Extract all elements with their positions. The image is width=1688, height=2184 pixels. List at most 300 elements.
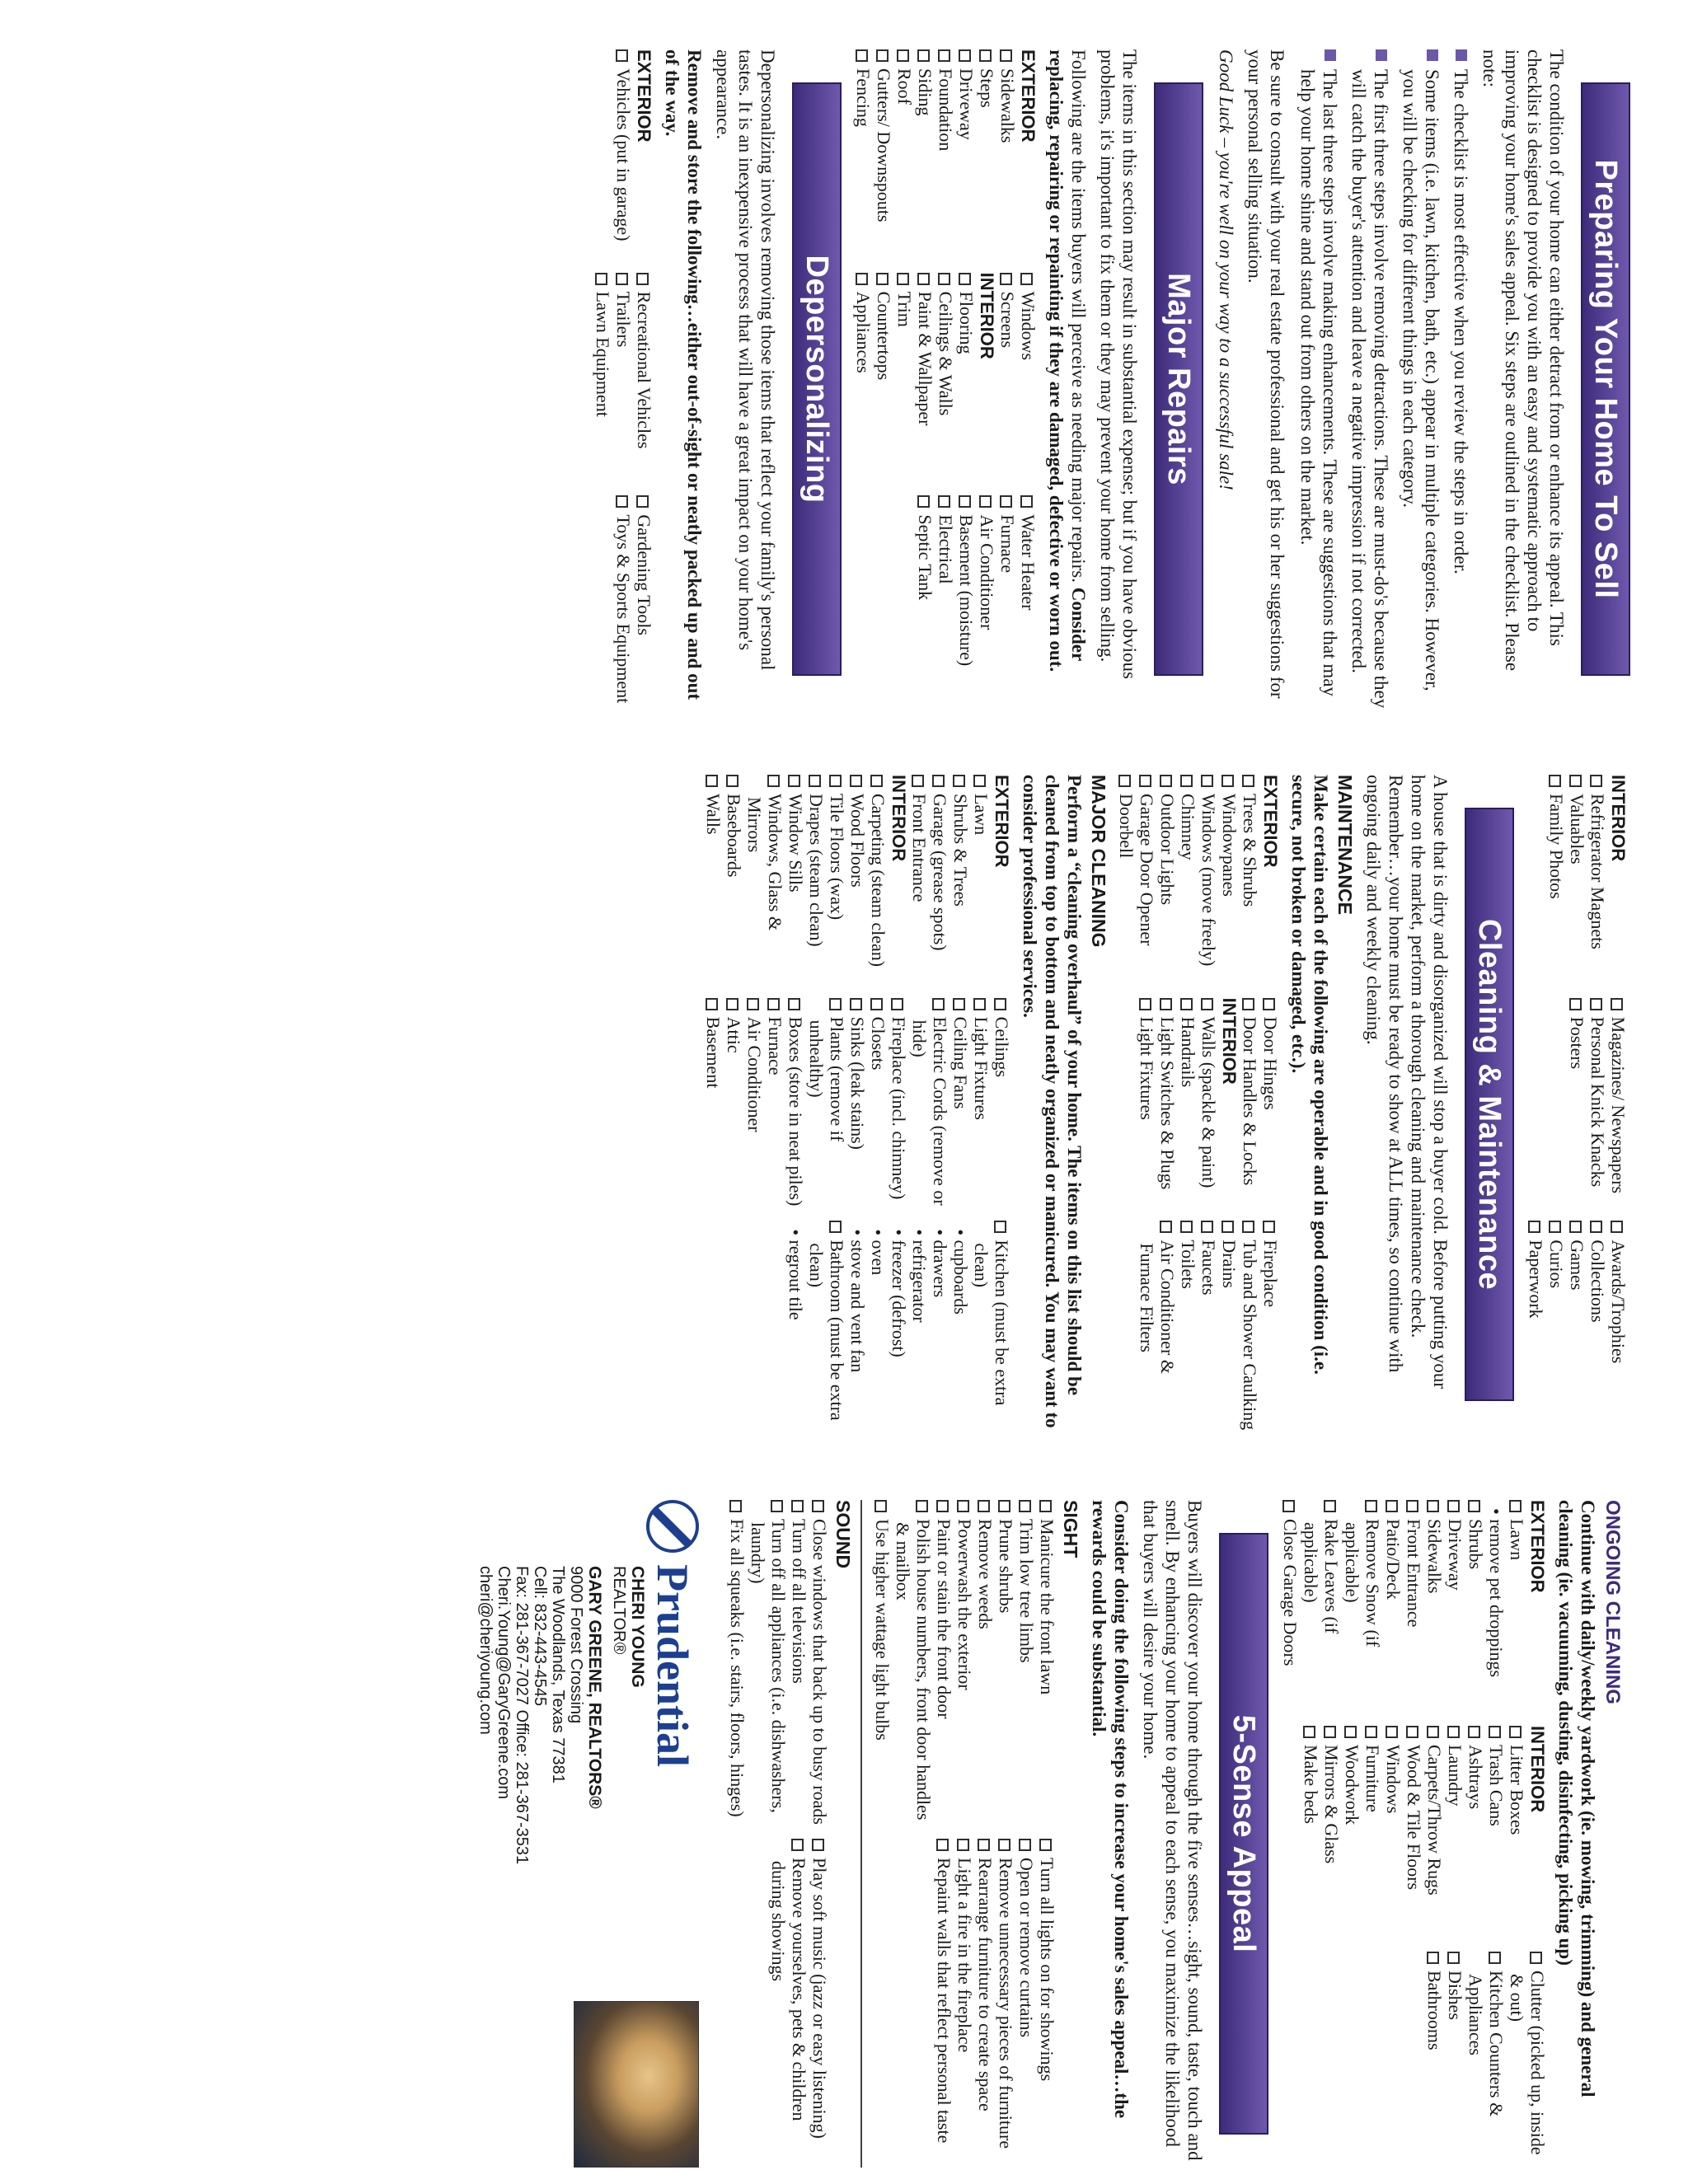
checkbox-icon[interactable] — [1406, 1500, 1418, 1512]
checkbox-icon[interactable] — [938, 495, 950, 508]
checkbox-icon[interactable] — [1569, 775, 1582, 787]
exterior-heading: EXTERIOR — [634, 49, 654, 143]
checklist-item: Air Conditioner — [744, 998, 765, 1212]
checkbox-icon[interactable] — [829, 775, 842, 787]
checklist-item: Trim low tree limbs — [1016, 1500, 1037, 1829]
checkbox-icon[interactable] — [916, 1500, 928, 1512]
checklist-item: Windows — [1018, 273, 1039, 486]
checkbox-icon[interactable] — [917, 495, 930, 508]
checklist-item: Close Garage Doors — [1280, 1500, 1301, 1716]
major-cleaning-col-2 — [703, 998, 1012, 1212]
checklist-item: Turn all lights on for showings — [1037, 1839, 1057, 2168]
checkbox-icon[interactable] — [616, 49, 628, 62]
checklist-item: Siding — [915, 49, 935, 263]
checklist-item: Fireplace — [1260, 1221, 1281, 1434]
checklist-item: Wood & Tile Floors — [1404, 1726, 1424, 1942]
checklist-item: Countertops — [874, 273, 894, 486]
checkbox-icon[interactable] — [959, 495, 971, 508]
checkbox-icon[interactable] — [1590, 1221, 1602, 1233]
checklist-item: Manicure the front lawn — [1037, 1500, 1057, 1829]
panel-appeal — [0, 1451, 1688, 2184]
checkbox-icon[interactable] — [812, 1500, 824, 1512]
checklist-item: Valuables — [1567, 775, 1587, 988]
checklist-item: Clutter (picked up, inside & out) — [1507, 1952, 1548, 2168]
checkbox-icon[interactable] — [938, 273, 950, 285]
intro-paragraph: The condition of your home can either detract from or enhance its appeal. This checklist is designed to provide you with an easy and systematic approach to improving your home's sales appeal. Six steps are outlined in the checklist. Please note: — [1479, 49, 1567, 672]
checklist-item: Doorbell — [1116, 775, 1137, 988]
checklist-item: Driveway — [956, 49, 977, 263]
checkbox-icon[interactable] — [978, 1839, 990, 1851]
checklist-item: Drains — [1219, 1221, 1240, 1434]
checklist-item: Fencing — [853, 49, 874, 263]
checklist-item: Vehicles (put in garage) — [613, 49, 634, 263]
checklist-item: Lawn — [971, 775, 992, 988]
checkbox-icon[interactable] — [1221, 775, 1234, 787]
checklist-item: Play soft music (jazz or easy listening) — [809, 1839, 830, 2168]
checklist-item: Paint or stain the front door — [934, 1500, 954, 1829]
checklist-item: Bathrooms — [1424, 1952, 1445, 2168]
checkbox-icon[interactable] — [959, 49, 971, 62]
checkbox-icon[interactable] — [1019, 1839, 1031, 1851]
checkbox-icon[interactable] — [1242, 1221, 1254, 1233]
checkbox-icon[interactable] — [747, 998, 759, 1010]
ongoing-cleaning-lead: Continue with daily/weekly yardwork (ie. mowing, trimming) and general cleaning (ie. vacuuming, dusting, disinfecting, picking up) — [1555, 1500, 1598, 2097]
checklist-item: Toys & Sports Equipment — [613, 495, 634, 709]
checkbox-icon[interactable] — [917, 49, 930, 62]
checklist-item: Closets — [868, 998, 889, 1212]
checkbox-icon[interactable] — [994, 998, 1006, 1010]
checklist-subitem: • stove and vent fan — [847, 1229, 868, 1373]
checklist-subitem: • drawers — [930, 1229, 950, 1298]
depers-checklist — [593, 49, 654, 709]
checkbox-icon[interactable] — [912, 775, 924, 787]
checkbox-icon[interactable] — [1000, 49, 1012, 62]
checkbox-icon[interactable] — [1447, 1500, 1460, 1512]
checkbox-icon[interactable] — [1549, 1221, 1561, 1233]
checkbox-icon[interactable] — [897, 49, 909, 62]
checklist-item: Furnace — [765, 998, 785, 1212]
checkbox-icon[interactable] — [1303, 1726, 1315, 1738]
interior-heading: INTERIOR — [977, 272, 997, 359]
checklist-item: Lawn Equipment — [593, 273, 613, 486]
maintenance-heading: MAINTENANCE — [1334, 775, 1356, 915]
checklist-item: Shrubs — [1465, 1500, 1486, 1716]
checkbox-icon[interactable] — [1509, 1500, 1522, 1512]
banner-depersonalizing: Depersonalizing — [792, 82, 842, 676]
checkbox-icon[interactable] — [953, 775, 965, 787]
checkbox-icon[interactable] — [1569, 998, 1582, 1010]
checkbox-icon[interactable] — [829, 998, 842, 1010]
checklist-item: Window Sills — [785, 775, 806, 988]
checkbox-icon[interactable] — [1569, 1221, 1582, 1233]
checkbox-icon[interactable] — [1000, 495, 1012, 508]
checkbox-icon[interactable] — [726, 998, 738, 1010]
checkbox-icon[interactable] — [973, 998, 986, 1010]
checklist-item: Roof — [894, 49, 915, 263]
checkbox-icon[interactable] — [957, 1500, 969, 1512]
checklist-item: Powerwash the exterior — [954, 1500, 975, 1829]
checkbox-icon[interactable] — [788, 775, 800, 787]
checkbox-icon[interactable] — [1020, 273, 1033, 285]
checkbox-icon[interactable] — [1489, 1952, 1501, 1964]
agent-photo — [574, 2001, 699, 2168]
checkbox-icon[interactable] — [876, 49, 889, 62]
checkbox-icon[interactable] — [812, 1839, 824, 1851]
checkbox-icon[interactable] — [1201, 998, 1213, 1010]
checkbox-icon[interactable] — [767, 998, 780, 1010]
checkbox-icon[interactable] — [1365, 1500, 1377, 1512]
checkbox-icon[interactable] — [998, 1839, 1010, 1851]
checkbox-icon[interactable] — [767, 775, 780, 787]
checkbox-icon[interactable] — [791, 1500, 804, 1512]
checkbox-icon[interactable] — [897, 273, 909, 285]
checkbox-icon[interactable] — [1324, 1726, 1336, 1738]
checkbox-icon[interactable] — [1263, 998, 1275, 1010]
repairs-col-1 — [853, 49, 1039, 263]
five-sense-paragraph: Buyers will discover your home through the five senses…sight, sound, taste, touch and smell. By enhancing your home to appeal to each sense, you maximize the likelihood that buyers will desire your home. — [1140, 1500, 1205, 2161]
checklist-item: Garage (grease spots) — [930, 775, 950, 988]
checklist-item: Attic — [724, 998, 744, 1212]
checkbox-icon[interactable] — [1039, 1500, 1052, 1512]
checkbox-icon[interactable] — [1139, 775, 1151, 787]
checkbox-icon[interactable] — [1201, 1221, 1213, 1233]
cleaning-paragraph: A house that is dirty and disorganized will stop a buyer cold. Before putting your home on the market, perform a thorough cleaning and maintenance check. Remember…your home must be ready to show at ALL times, so continue with ongoing daily and weekly cleaning. — [1363, 775, 1451, 1390]
checkbox-icon[interactable] — [876, 273, 889, 285]
prudential-logo — [646, 1500, 699, 1976]
checklist-item: Baseboards — [724, 775, 744, 988]
checklist-item: Drapes (steam clean) — [806, 775, 827, 988]
checklist-item: Carpets/Throw Rugs — [1424, 1726, 1445, 1942]
checkbox-icon[interactable] — [1386, 1500, 1398, 1512]
checkbox-icon[interactable] — [1468, 1500, 1480, 1512]
checkbox-icon[interactable] — [829, 1221, 842, 1233]
checkbox-icon[interactable] — [936, 1500, 949, 1512]
checkbox-icon[interactable] — [706, 775, 718, 787]
checkbox-icon[interactable] — [729, 1500, 742, 1512]
checklist-item: Windows, Glass & Mirrors — [744, 775, 785, 988]
checkbox-icon[interactable] — [595, 273, 607, 285]
checkbox-icon[interactable] — [1242, 998, 1254, 1010]
consult-paragraph: Be sure to consult with your real estate professional and get his or her suggestions for your personal selling situation. — [1245, 49, 1287, 699]
checkbox-icon[interactable] — [1611, 998, 1623, 1010]
checklist-item: Open or remove curtains — [1016, 1839, 1037, 2168]
checkbox-icon[interactable] — [1427, 1952, 1439, 1964]
checkbox-icon[interactable] — [998, 1500, 1010, 1512]
checkbox-icon[interactable] — [936, 1839, 949, 1851]
checklist-item: Patio/Deck — [1383, 1500, 1404, 1716]
branding-text — [476, 1500, 699, 1976]
checklist-item: Mirrors & Glass — [1321, 1726, 1342, 1942]
checkbox-icon[interactable] — [1386, 1726, 1398, 1738]
banner-major-repairs: Major Repairs — [1154, 82, 1203, 676]
checklist-item: Door Hinges — [1260, 998, 1281, 1212]
checkbox-icon[interactable] — [978, 1500, 990, 1512]
checkbox-icon[interactable] — [932, 775, 945, 787]
checklist-item: Repaint walls that reflect personal taste — [934, 1839, 954, 2168]
banner-preparing-your-home: Preparing Your Home To Sell — [1581, 82, 1630, 676]
checklist-item: Tub and Shower Caulking — [1240, 1221, 1260, 1434]
repairs-col-3 — [915, 495, 1039, 709]
checkbox-icon[interactable] — [979, 495, 992, 508]
checklist-item: Furniture — [1362, 1726, 1383, 1942]
ongoing-col-3 — [1424, 1952, 1548, 2168]
checklist-item: Use higher wattage light bulbs — [872, 1500, 893, 1829]
checklist-item: Shrubs & Trees — [950, 775, 971, 988]
depers-interior-checklist — [1526, 775, 1629, 1434]
checkbox-icon[interactable] — [1118, 775, 1131, 787]
checklist-item: Magazines/ Newspapers — [1608, 998, 1629, 1212]
agent-contact — [476, 1566, 646, 1976]
sound-col-2 — [768, 1839, 830, 2168]
checkbox-icon[interactable] — [791, 1839, 804, 1851]
interior-heading: INTERIOR — [889, 775, 909, 862]
section-divider — [860, 1500, 862, 2168]
checkbox-icon[interactable] — [616, 495, 628, 508]
checkbox-icon[interactable] — [1242, 775, 1254, 787]
checklist-item: Recreational Vehicles — [634, 273, 654, 486]
checkbox-icon[interactable] — [616, 273, 628, 285]
checkbox-icon[interactable] — [1427, 1500, 1439, 1512]
maintenance-lead: Make certain each of the following are operable and in good condition (i.e. secure, not broken or damaged, etc.). — [1288, 775, 1331, 1375]
exterior-heading: EXTERIOR — [1018, 49, 1039, 143]
checkbox-icon[interactable] — [870, 998, 883, 1010]
note-item: The first three steps involve removing detractions. These are must-do's because they will catch the buyer's attention and leave a negative impression if not corrected. — [1348, 49, 1392, 709]
checklist-item: Front Entrance — [1404, 1500, 1424, 1716]
checkbox-icon[interactable] — [973, 775, 986, 787]
checklist-item: Litter Boxes — [1507, 1726, 1527, 1942]
logo-wordmark: Prudential — [648, 1564, 697, 1768]
checkbox-icon[interactable] — [979, 49, 992, 62]
company-name: GARY GREENE, REALTORS® — [585, 1566, 604, 1809]
ongoing-col-2 — [1301, 1726, 1548, 1942]
checkbox-icon[interactable] — [1160, 775, 1172, 787]
checkbox-icon[interactable] — [809, 775, 821, 787]
checklist-item: Handrails — [1178, 998, 1198, 1212]
checkbox-icon[interactable] — [1447, 1726, 1460, 1738]
checklist-item: Screens — [997, 273, 1018, 486]
checkbox-icon[interactable] — [1530, 1952, 1542, 1964]
repairs-lead-paragraph: Following are the items buyers will perceive as needing major repairs. Consider replacing, repairing or repainting if they are damaged, defective or worn out. — [1046, 49, 1089, 673]
checkbox-icon[interactable] — [938, 49, 950, 62]
checkbox-icon[interactable] — [850, 998, 862, 1010]
checkbox-icon[interactable] — [1039, 1839, 1052, 1851]
checkbox-icon[interactable] — [1180, 775, 1193, 787]
checkbox-icon[interactable] — [1611, 1221, 1623, 1233]
checklist-item: Ceilings & Walls — [935, 273, 956, 486]
checkbox-icon[interactable] — [1282, 1500, 1295, 1512]
ongoing-checklist — [1280, 1500, 1548, 2168]
checklist-item: Paperwork — [1526, 1221, 1546, 1434]
sight-checklist — [872, 1500, 1057, 2168]
panel-preparing — [0, 0, 1688, 725]
checklist-item: Family Photos — [1546, 775, 1567, 988]
major-cleaning-lead: Perform a “cleaning overhaul” of your home. The items on this list should be cleaned from top to bottom and neatly organized or manicured. You may want to consider professional services. — [1020, 775, 1085, 1428]
fax-office-phone: Fax: 281-367-7027 Office: 281-367-3531 — [513, 1566, 531, 1865]
checklist-item: Walls — [703, 775, 724, 988]
checkbox-icon[interactable] — [874, 1500, 887, 1512]
checklist-item: Walls (spackle & paint) — [1198, 998, 1219, 1212]
checklist-item: Close windows that back up to busy roads — [809, 1500, 830, 1829]
interior-heading: INTERIOR — [1219, 997, 1240, 1085]
checkbox-icon[interactable] — [856, 49, 868, 62]
checklist-item: Sidewalks — [997, 49, 1018, 263]
checklist-item: Light Switches & Plugs — [1157, 998, 1178, 1212]
checkbox-icon[interactable] — [870, 775, 883, 787]
major-cleaning-heading: MAJOR CLEANING — [1088, 775, 1109, 948]
rock-logo-icon — [646, 1500, 699, 1553]
checklist-item: Remove Snow (if applicable) — [1342, 1500, 1383, 1716]
checklist-item: Plants (remove if unhealthy) — [806, 998, 847, 1212]
checkbox-icon[interactable] — [1019, 1500, 1031, 1512]
checklist-item: Sidewalks — [1424, 1500, 1445, 1716]
checklist-item: Chimney — [1178, 775, 1198, 988]
checkbox-icon[interactable] — [917, 273, 930, 285]
repairs-col-2 — [853, 273, 1039, 486]
checkbox-icon[interactable] — [957, 1839, 969, 1851]
checkbox-icon[interactable] — [953, 998, 965, 1010]
checklist-item: Remove unnecessary pieces of furniture — [996, 1839, 1016, 2168]
checklist-subitem: • oven — [868, 1229, 889, 1276]
exterior-heading: EXTERIOR — [1260, 775, 1281, 868]
checklist-item: Collections — [1587, 1221, 1608, 1434]
checklist-item: Ashtrays — [1465, 1726, 1486, 1942]
checklist-item: Games — [1567, 1221, 1587, 1434]
checkbox-icon[interactable] — [1590, 998, 1602, 1010]
checkbox-icon[interactable] — [1201, 775, 1213, 787]
checkbox-icon[interactable] — [1180, 1221, 1193, 1233]
checkbox-icon[interactable] — [1160, 998, 1172, 1010]
checklist-item: Air Conditioner & Furnace Filters — [1137, 1221, 1178, 1434]
checkbox-icon[interactable] — [1406, 1726, 1418, 1738]
checkbox-icon[interactable] — [1344, 1726, 1357, 1738]
maintenance-checklist — [1116, 775, 1281, 1434]
checklist-item: Light Fixtures — [1137, 998, 1157, 1212]
checklist-item: Ceilings — [992, 998, 1012, 1212]
checkbox-icon[interactable] — [726, 775, 738, 787]
checklist-item: Laundry — [1445, 1726, 1465, 1942]
checklist-item: Remove weeds — [975, 1500, 996, 1829]
notes-list — [1296, 49, 1472, 709]
checklist-item: Electrical — [935, 495, 956, 709]
checkbox-icon[interactable] — [1427, 1726, 1439, 1738]
checklist-item: Flooring — [956, 273, 977, 486]
agent-name: CHERI YOUNG — [628, 1566, 647, 1688]
good-luck-line: Good Luck – you're well on your way to a successful sale! — [1216, 49, 1236, 490]
bullet-square-icon — [1427, 49, 1438, 61]
major-cleaning-col-3 — [785, 1221, 1012, 1434]
depers-col-2 — [593, 273, 654, 486]
checklist-item: Windowpanes — [1219, 775, 1240, 988]
checkbox-icon[interactable] — [771, 1500, 783, 1512]
panel-cleaning — [0, 725, 1688, 1451]
checklist-item: Fix all squeaks (i.e. stairs, floors, hinges) — [727, 1500, 748, 1829]
checkbox-icon[interactable] — [1365, 1726, 1377, 1738]
checklist-item: Electric Cords (remove or hide) — [909, 998, 950, 1212]
checklist-item: Ceiling Fans — [950, 998, 971, 1212]
checklist-item: Rake Leaves (if applicable) — [1301, 1500, 1342, 1716]
depers-interior-col-3 — [1526, 1221, 1629, 1434]
checklist-item: Sinks (leak stains) — [847, 998, 868, 1212]
checkbox-icon[interactable] — [1160, 1221, 1172, 1233]
agent-branding — [476, 1500, 699, 2168]
checklist-item: Basement (moisture) — [956, 495, 977, 709]
checkbox-icon[interactable] — [850, 775, 862, 787]
banner-five-sense-appeal: 5-Sense Appeal — [1219, 1533, 1268, 2135]
checklist-item: Trim — [894, 273, 915, 486]
checklist-subitem: • remove pet droppings — [1486, 1508, 1507, 1678]
checkbox-icon[interactable] — [1468, 1726, 1480, 1738]
address-line-2: The Woodlands, Texas 77381 — [549, 1566, 567, 1783]
checkbox-icon[interactable] — [1447, 1952, 1460, 1964]
sight-col-1 — [872, 1500, 1057, 1829]
checklist-item: Light a fire in the fireplace — [954, 1839, 975, 2168]
checkbox-icon[interactable] — [1020, 495, 1033, 508]
checklist-item: Steps — [977, 49, 997, 263]
checklist-item: Kitchen (must be extra clean) — [971, 1221, 1012, 1434]
checklist-item: Gutters/ Downspouts — [874, 49, 894, 263]
depers-col-3 — [613, 495, 654, 709]
checkbox-icon[interactable] — [636, 495, 649, 508]
checkbox-icon[interactable] — [1139, 998, 1151, 1010]
checkbox-icon[interactable] — [994, 1221, 1006, 1233]
sound-checklist — [727, 1500, 830, 2168]
checkbox-icon[interactable] — [706, 998, 718, 1010]
checklist-item: Septic Tank — [915, 495, 935, 709]
checkbox-icon[interactable] — [856, 273, 868, 285]
checkbox-icon[interactable] — [788, 998, 800, 1010]
checkbox-icon[interactable] — [1263, 1221, 1275, 1233]
five-sense-lead: Consider doing the following steps to increase your home's sales appeal…the rewards could be substantial. — [1089, 1500, 1132, 2119]
checkbox-icon[interactable] — [1489, 1726, 1501, 1738]
checkbox-icon[interactable] — [1549, 775, 1561, 787]
agent-title: REALTOR® — [610, 1566, 628, 1655]
checklist-item: Windows — [1383, 1726, 1404, 1942]
maintenance-col-2 — [1137, 998, 1281, 1212]
checkbox-icon[interactable] — [1590, 775, 1602, 787]
checkbox-icon[interactable] — [891, 998, 903, 1010]
checkbox-icon[interactable] — [1324, 1500, 1336, 1512]
checklist-item: Rearrange furniture to create space — [975, 1839, 996, 2168]
checkbox-icon[interactable] — [932, 998, 945, 1010]
checklist-item: Driveway — [1445, 1500, 1465, 1716]
note-item: The checklist is most effective when you review the steps in order. — [1450, 49, 1472, 709]
maintenance-col-3 — [1137, 1221, 1281, 1434]
bullet-square-icon — [1456, 49, 1467, 61]
checklist-subitem: • regrout tile — [785, 1229, 806, 1320]
checklist-item: Curios — [1546, 1221, 1567, 1434]
address-line-1: 9000 Forest Crossing — [567, 1566, 585, 1724]
repairs-paragraph: The items in this section may result in substantial expense; but if you have obvious problems, it's important to fix them or they may prevent your home from selling. — [1097, 49, 1140, 679]
banner-cleaning-maintenance: Cleaning & Maintenance — [1465, 808, 1514, 1401]
checklist-item: Turn off all televisions — [789, 1500, 809, 1829]
checklist-item: Furnace — [997, 495, 1018, 709]
checkbox-icon[interactable] — [1221, 1221, 1234, 1233]
depers-paragraph: Depersonalizing involves removing those items that reflect your family's personal tastes. It is an inexpensive process that will have a great impact on your home's appearance. — [713, 49, 778, 671]
checklist-item: Basement — [703, 998, 724, 1212]
checkbox-icon[interactable] — [1180, 998, 1193, 1010]
checkbox-icon[interactable] — [1509, 1726, 1522, 1738]
checklist-item: Fireplace (incl. chimney) — [889, 998, 909, 1212]
repairs-checklist — [853, 49, 1039, 709]
checkbox-icon[interactable] — [636, 273, 649, 285]
checkbox-icon[interactable] — [1000, 273, 1012, 285]
bullet-square-icon — [1376, 49, 1387, 61]
depers-col-1 — [613, 49, 654, 263]
checklist-item: Outdoor Lights — [1157, 775, 1178, 988]
checkbox-icon[interactable] — [1528, 1221, 1540, 1233]
checkbox-icon[interactable] — [959, 273, 971, 285]
interior-heading: INTERIOR — [1608, 775, 1629, 862]
